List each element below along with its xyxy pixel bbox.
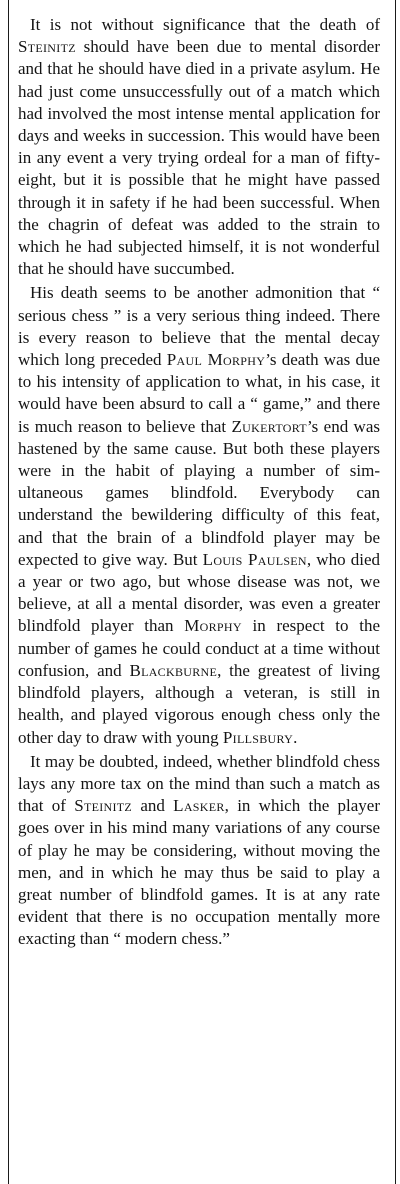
text-run: It may be doubted, indeed, whether blindfold chess lays any more tax on the mind than such a match as that of (18, 751, 380, 816)
paragraph (18, 14, 380, 280)
article-body (18, 14, 380, 951)
text-run: ’s end was hastened by the same cause. But both these players were in the habit of playing a number of simultaneous games blindfold. Everybody can understand the bewildering difficulty of this feat, and that the brain of a blindfold player may be expected to give way. But (18, 416, 380, 569)
text-run: in respect to the number of games he could conduct at a time without confusion, and (18, 616, 381, 680)
paragraph (18, 282, 380, 748)
text-run: It is not without significance that the death of (30, 15, 380, 34)
proper-name: Lasker (173, 796, 225, 816)
column-rule-left (8, 0, 9, 1184)
proper-name: Paul Morphy (166, 350, 266, 370)
text-run: , who died a year or two ago, but whose disease was not, we believe, at all a mental disorder, was even a greater blindfold player than (18, 549, 380, 636)
proper-name: Zukertort (231, 416, 307, 436)
proper-name: Steinitz (74, 796, 133, 816)
text-run: His death seems to be another admonition that “ serious chess ” is a very serious thing indeed. There is every reason to believe that the mental decay which long preceded (18, 283, 380, 370)
proper-name: Pillsbury (222, 727, 294, 747)
paragraph (18, 751, 380, 951)
proper-name: Morphy (184, 616, 242, 636)
proper-name: Steinitz (18, 37, 76, 57)
text-run: , the greatest of living blindfold players, although a veteran, is still in health, and played vigorous enough chess only the other day to draw with young (18, 660, 381, 747)
text-run: should have been due to mental disorder and that he should have died in a private asylum. He had just come unsuccessfully out of a match which had involved the most intense mental application for days and weeks in succession. This would have been in any event a very trying ordeal for a man of fifty-eight, but it is possible that he might have passed through it in safety if he had been successful. When the chagrin of defeat was added to the strain to which he had subjected himself, it is not wonderful that he should have succumbed. (18, 37, 380, 279)
text-run: and (132, 796, 174, 816)
text-run: , in which the player goes over in his mind many variations of any course of play he may be considering, without moving the men, and in which he may thus be said to play a great number of blindfold games. It is at any rate evident that there is no occupation mentally more exacting than “ modern chess.” (18, 796, 381, 949)
column-rule-right (395, 0, 396, 1184)
text-run: . (293, 727, 298, 747)
proper-name: Blackburne (129, 660, 218, 680)
text-run: ’s death was due to his intensity of application to what, in his case, it would have been absurd to call a “ game,” and there is much reason to believe that (18, 350, 380, 436)
proper-name: Louis Paulsen (202, 549, 307, 569)
